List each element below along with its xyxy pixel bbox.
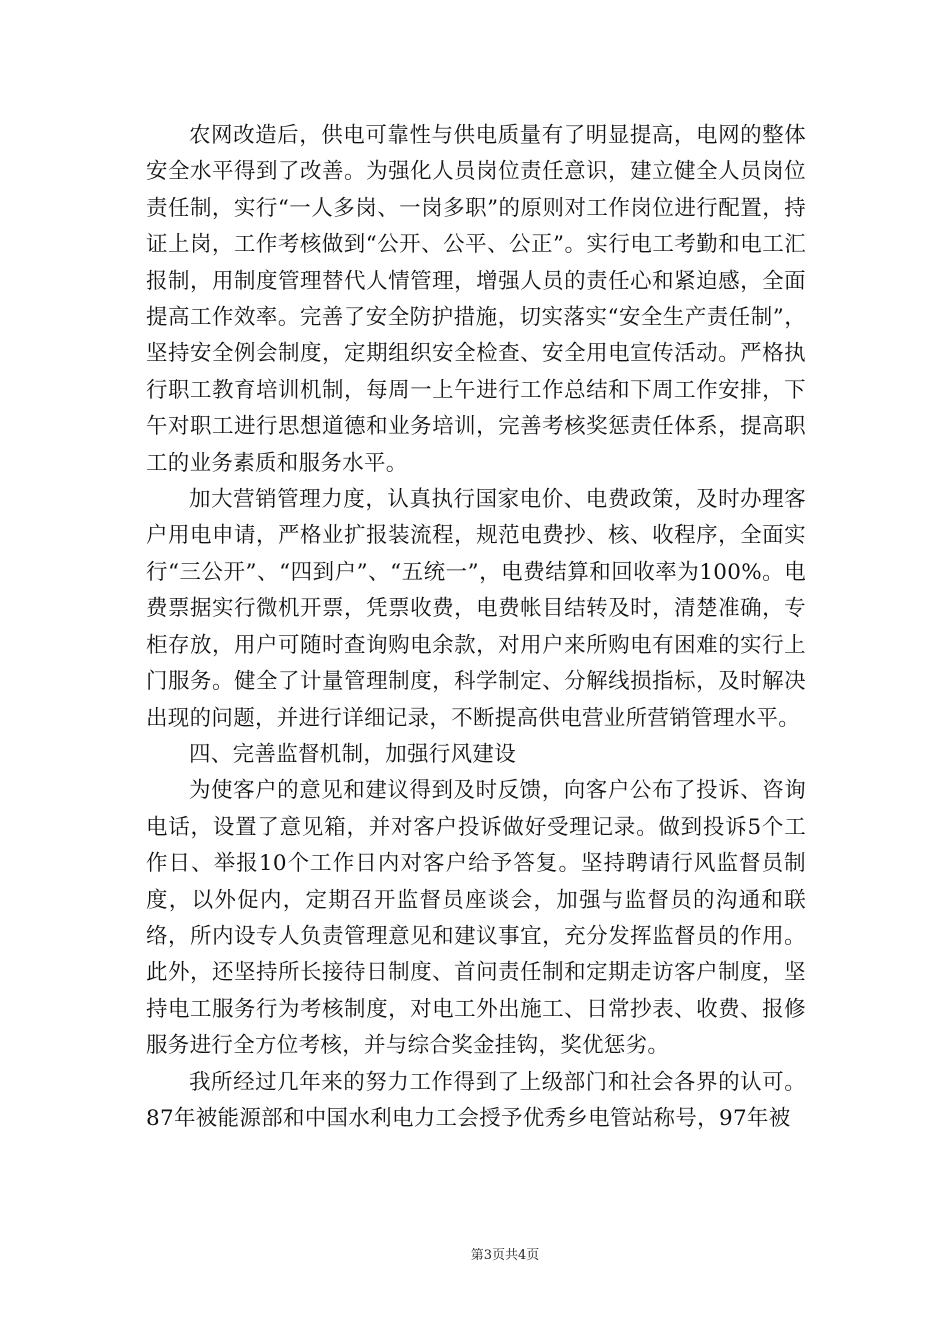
section-heading: 四、完善监督机制，加强行风建设 xyxy=(189,741,517,767)
paragraph-achievements: 我所经过几年来的努力工作得到了上级部门和社会各界的认可。87年被能源部和中国水利电力工会授予优秀乡电管站称号，97年被 xyxy=(146,1069,806,1131)
paragraph-marketing: 加大营销管理力度，认真执行国家电价、电费政策，及时办理客户用电申请，严格业扩报装流程，规范电费抄、核、收程序，全面实行“三公开”、“四到户”、“五统一”，电费结算和回收率为100%。电费票据实行微机开票，凭票收费，电费帐目结转及时，清楚准确，专柜存放，用户可随时查询购电余款，对用户来所购电有困难的实行上门服务。健全了计量管理制度，科学制定、分解线损指标，及时解决出现的问题，并进行详细记录，不断提高供电营业所营销管理水平。 xyxy=(146,487,806,731)
document-body xyxy=(146,118,806,1137)
paragraph-supervision: 为使客户的意见和建议得到及时反馈，向客户公布了投诉、咨询电话，设置了意见箱，并对客户投诉做好受理记录。做到投诉5个工作日、举报10个工作日内对客户给予答复。坚持聘请行风监督员制度，以外促内，定期召开监督员座谈会，加强与监督员的沟通和联络，所内设专人负责管理意见和建议事宜，充分发挥监督员的作用。此外，还坚持所长接待日制度、首问责任制和定期走访客户制度，坚持电工服务行为考核制度，对电工外出施工、日常抄表、收费、报修服务进行全方位考核，并与综合奖金挂钩，奖优惩劣。 xyxy=(146,778,806,1059)
page-number: 第3页共4页 xyxy=(470,1248,540,1263)
paragraph-rural-grid: 农网改造后，供电可靠性与供电质量有了明显提高，电网的整体安全水平得到了改善。为强化人员岗位责任意识，建立健全人员岗位责任制，实行“一人多岗、一岗多职”的原则对工作岗位进行配置，持证上岗，工作考核做到“公开、公平、公正”。实行电工考勤和电工汇报制，用制度管理替代人情管理，增强人员的责任心和紧迫感，全面提高工作效率。完善了安全防护措施，切实落实“安全生产责任制”，坚持安全例会制度，定期组织安全检查、安全用电宣传活动。严格执行职工教育培训机制，每周一上午进行工作总结和下周工作安排，下午对职工进行思想道德和业务培训，完善考核奖惩责任体系，提高职工的业务素质和服务水平。 xyxy=(146,123,806,476)
